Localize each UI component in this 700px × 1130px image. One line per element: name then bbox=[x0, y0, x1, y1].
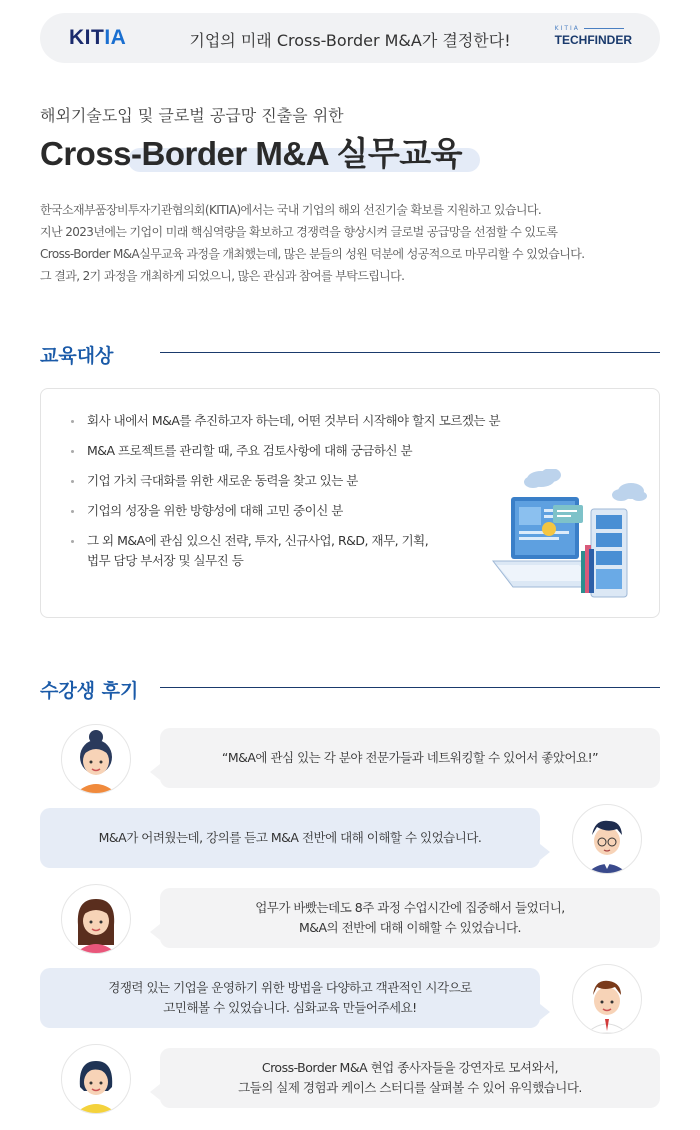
avatar bbox=[61, 884, 131, 954]
target-item: 기업의 성장을 위한 방향성에 대해 고민 중이신 분 bbox=[71, 501, 500, 521]
computer-illustration bbox=[481, 469, 651, 609]
woman-long-hair-avatar-icon bbox=[62, 885, 130, 953]
targets-box bbox=[40, 388, 660, 618]
reviews-heading: 수강생 후기 bbox=[40, 680, 139, 702]
target-item: 회사 내에서 M&A를 추진하고자 하는데, 어떤 것부터 시작해야 할지 모르겠는 분 bbox=[71, 411, 500, 431]
review-text: 그들의 실제 경험과 케이스 스터디를 살펴볼 수 있어 유익했습니다. bbox=[238, 1080, 582, 1095]
intro-line: 그 결과, 2기 과정을 개최하게 되었으니, 많은 관심과 참여를 부탁드립니다. bbox=[40, 269, 405, 283]
targets-list bbox=[71, 411, 500, 581]
kitia-logo[interactable]: KITIA bbox=[69, 26, 127, 49]
avatar bbox=[61, 1044, 131, 1114]
review-text: “M&A에 관심 있는 각 분야 전문가들과 네트워킹할 수 있어서 좋았어요!” bbox=[221, 750, 599, 765]
intro-line: Cross-Border M&A실무교육 과정을 개최했는데, 많은 분들의 성원 덕분에 성공적으로 마무리할 수 있었습니다. bbox=[40, 247, 585, 261]
techfinder-logo[interactable]: KITIA TECHFINDER bbox=[554, 25, 632, 47]
avatar bbox=[61, 724, 131, 794]
target-item: 그 외 M&A에 관심 있으신 전략, 투자, 신규사업, R&D, 재무, 기획, 법무 담당 부서장 및 실무진 등 bbox=[71, 531, 500, 571]
review-bubble bbox=[40, 968, 540, 1028]
review-text: Cross-Border M&A 현업 종사자들을 강연자로 모셔와서, bbox=[261, 1060, 559, 1075]
hero-title: Cross-Border M&A 실무교육 bbox=[40, 135, 462, 172]
targets-heading: 교육대상 bbox=[40, 345, 114, 367]
target-item: M&A 프로젝트를 관리할 때, 주요 검토사항에 대해 궁금하신 분 bbox=[71, 441, 500, 461]
review-text: M&A가 어려웠는데, 강의를 듣고 M&A 전반에 대해 이해할 수 있었습니다. bbox=[98, 830, 482, 845]
top-banner bbox=[40, 13, 660, 63]
intro-line: 한국소재부품장비투자기관협의회(KITIA)에서는 국내 기업의 해외 선진기술 확보를 지원하고 있습니다. bbox=[40, 203, 542, 217]
review-bubble bbox=[40, 808, 540, 868]
review-bubble bbox=[160, 888, 660, 948]
banner-title: 기업의 미래 Cross-Border M&A가 결정한다! bbox=[189, 31, 511, 50]
woman-bob-avatar-icon bbox=[62, 1045, 130, 1113]
review-text: 고민해볼 수 있었습니다. 심화교육 만들어주세요! bbox=[163, 1000, 417, 1015]
intro-text bbox=[40, 199, 584, 287]
man-tie-avatar-icon bbox=[573, 965, 641, 1033]
avatar bbox=[572, 804, 642, 874]
woman-bun-avatar-icon bbox=[62, 725, 130, 793]
man-glasses-avatar-icon bbox=[573, 805, 641, 873]
intro-line: 지난 2023년에는 기업이 미래 핵심역량을 확보하고 경쟁력을 향상시켜 글로벌 공급망을 선점할 수 있도록 bbox=[40, 225, 558, 239]
review-text: 경쟁력 있는 기업을 운영하기 위한 방법을 다양하고 객관적인 시각으로 bbox=[108, 980, 472, 995]
target-item: 기업 가치 극대화를 위한 새로운 동력을 찾고 있는 분 bbox=[71, 471, 500, 491]
review-text: 업무가 바빴는데도 8주 과정 수업시간에 집중해서 들었더니, bbox=[255, 900, 565, 915]
review-bubble bbox=[160, 728, 660, 788]
section-divider bbox=[160, 352, 660, 353]
hero-subtitle: 해외기술도입 및 글로벌 공급망 진출을 위한 bbox=[40, 106, 344, 125]
section-divider bbox=[160, 687, 660, 688]
review-bubble bbox=[160, 1048, 660, 1108]
review-text: M&A의 전반에 대해 이해할 수 있었습니다. bbox=[298, 920, 522, 935]
avatar bbox=[572, 964, 642, 1034]
